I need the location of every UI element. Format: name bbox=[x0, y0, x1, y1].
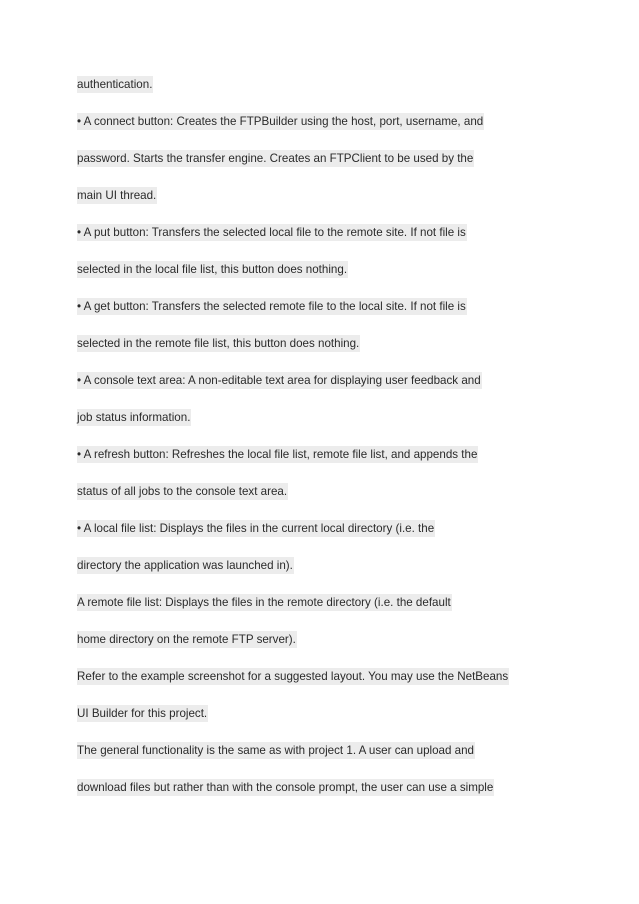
text-line: • A get button: Transfers the selected remote file to the local site. If not file is bbox=[77, 300, 466, 313]
text-line: password. Starts the transfer engine. Creates an FTPClient to be used by the bbox=[77, 152, 474, 165]
text-line: status of all jobs to the console text area. bbox=[77, 485, 288, 498]
text-line: The general functionality is the same as with project 1. A user can upload and bbox=[77, 744, 475, 757]
text-line: UI Builder for this project. bbox=[77, 707, 208, 720]
text-line: home directory on the remote FTP server). bbox=[77, 633, 296, 646]
text-line: authentication. bbox=[77, 78, 153, 91]
text-line: Refer to the example screenshot for a suggested layout. You may use the NetBeans bbox=[77, 670, 509, 683]
text-line: selected in the local file list, this button does nothing. bbox=[77, 263, 348, 276]
text-line: main UI thread. bbox=[77, 189, 157, 202]
text-line: A remote file list: Displays the files in the remote directory (i.e. the default bbox=[77, 596, 451, 609]
text-line: • A refresh button: Refreshes the local file list, remote file list, and appends the bbox=[77, 448, 478, 461]
text-line: • A connect button: Creates the FTPBuilder using the host, port, username, and bbox=[77, 115, 484, 128]
text-line: • A local file list: Displays the files in the current local directory (i.e. the bbox=[77, 522, 435, 535]
text-line: • A console text area: A non-editable text area for displaying user feedback and bbox=[77, 374, 481, 387]
text-line: download files but rather than with the console prompt, the user can use a simple bbox=[77, 781, 494, 794]
text-line: job status information. bbox=[77, 411, 191, 424]
text-line: • A put button: Transfers the selected local file to the remote site. If not file is bbox=[77, 226, 466, 239]
text-line: directory the application was launched in). bbox=[77, 559, 293, 572]
text-line: selected in the remote file list, this button does nothing. bbox=[77, 337, 360, 350]
